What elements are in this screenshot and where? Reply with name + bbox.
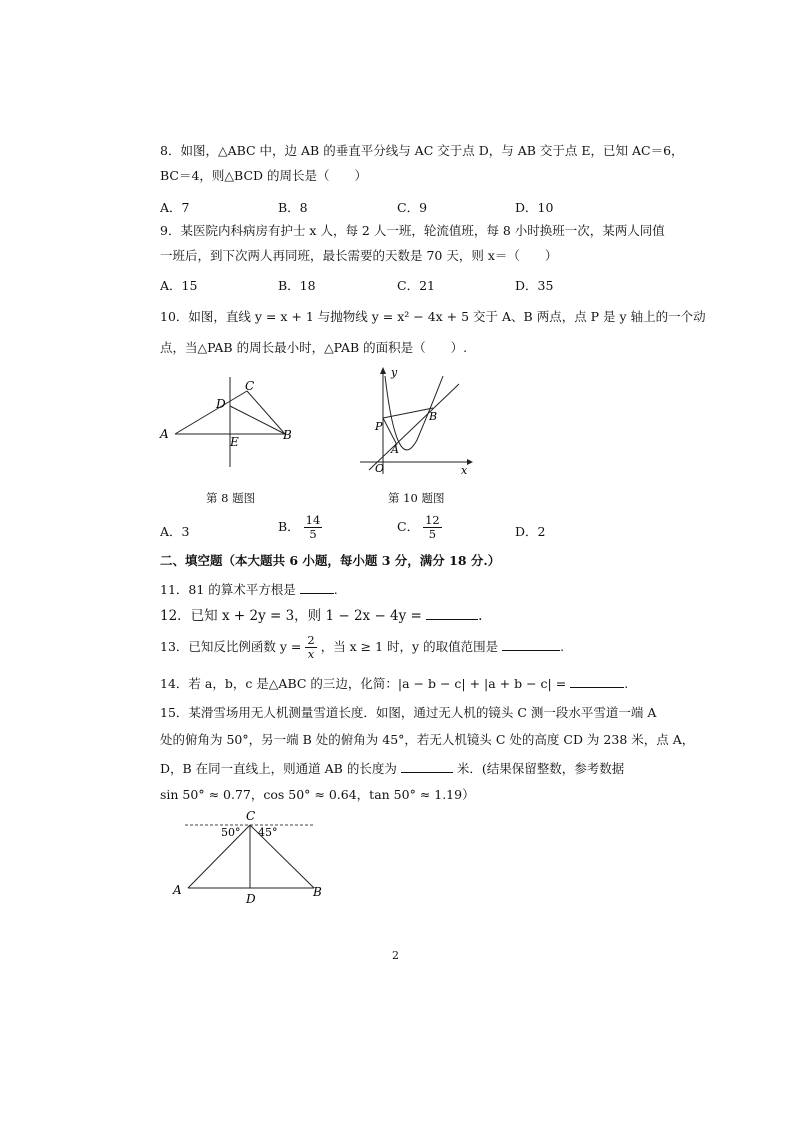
figure-q15 [170, 808, 330, 908]
q13-suffix: ，当 x ≥ 1 时，y 的取值范围是 [320, 639, 499, 654]
q10-line1: 10．如图，直线 y = x + 1 与抛物线 y = x² − 4x + 5 交于 A、B 两点，点 P 是 y 轴上的一个动 [160, 309, 706, 324]
q9-line1: 9．某医院内科病房有护士 x 人，每 2 人一班，轮流值班，每 8 小时换班一次，某两人同值 [160, 223, 665, 238]
q9-line2: 一班后，到下次两人再同班，最长需要的天数是 70 天，则 x＝（ ） [160, 248, 558, 263]
fig8-label-c: C [245, 379, 255, 393]
q10-option-b-fraction [304, 514, 323, 541]
q13-denominator: x [307, 647, 315, 661]
q10-option-d: D．2 [515, 524, 546, 539]
fig15-angle-50: 50° [221, 826, 241, 839]
q14-answer-blank[interactable] [570, 674, 624, 688]
q8-option-c: C．9 [397, 200, 428, 215]
q15-line3 [160, 759, 624, 777]
q14-end: . [624, 676, 629, 691]
q11-answer-blank[interactable] [300, 580, 334, 594]
q13-numerator: 2 [307, 633, 315, 647]
q12-answer-blank[interactable] [426, 606, 478, 620]
fig15-label-d: D [246, 892, 256, 906]
q10-option-c-denominator: 5 [428, 527, 437, 541]
fig15-label-b: B [313, 885, 322, 899]
q11 [160, 580, 338, 598]
fig10-label-a: A [391, 443, 399, 456]
figure-q8-caption: 第 8 题图 [206, 491, 256, 505]
section-heading-fill-blank: 二、填空题（本大题共 6 小题，每小题 3 分，满分 18 分.） [160, 553, 501, 568]
q10-option-b [278, 514, 322, 541]
q15-line4: sin 50° ≈ 0.77，cos 50° ≈ 0.64，tan 50° ≈ 1.19） [160, 787, 475, 802]
q13-end: . [560, 639, 565, 654]
fig10-label-y: y [391, 366, 398, 379]
q8-option-b: B．8 [278, 200, 308, 215]
q10-option-c-fraction [423, 514, 442, 541]
figure-q8 [155, 372, 305, 472]
q15-line1: 15．某滑雪场用无人机测量雪道长度．如图，通过无人机的镜头 C 测一段水平雪道一端 A [160, 705, 657, 720]
q10-option-a: A．3 [160, 524, 190, 539]
fig15-label-c: C [246, 809, 256, 823]
fig10-label-b: B [429, 410, 438, 423]
q13 [160, 632, 564, 662]
q10-option-c-prefix: C． [397, 519, 420, 534]
fig10-label-p: P [375, 420, 383, 433]
q10-option-c-numerator: 12 [425, 513, 440, 527]
q9-option-c: C．21 [397, 278, 435, 293]
q15-line3-b: 米．(结果保留整数，参考数据 [456, 761, 625, 776]
fig8-label-e: E [230, 435, 239, 449]
q9-option-d: D．35 [515, 278, 554, 293]
fig10-label-o: O [375, 462, 385, 475]
q12-text: 12．已知 x + 2y = 3，则 1 − 2x − 4y = [160, 608, 422, 624]
q13-fraction [305, 634, 316, 661]
fig8-label-a: A [160, 427, 169, 441]
fig15-angle-45: 45° [258, 826, 278, 839]
q8-option-d: D．10 [515, 200, 554, 215]
q8-option-a: A．7 [160, 200, 190, 215]
fig15-label-a: A [173, 883, 182, 897]
q14-text: 14．若 a，b，c 是△ABC 的三边，化简：|a − b − c| + |a + b − c| = [160, 676, 567, 691]
q15-answer-blank[interactable] [401, 759, 453, 773]
fig8-label-b: B [283, 428, 292, 442]
q8-line2: BC＝4，则△BCD 的周长是（ ） [160, 168, 368, 183]
q10-option-c [397, 514, 442, 541]
figure-q10-caption: 第 10 题图 [388, 491, 445, 505]
q11-end: . [333, 582, 338, 597]
q13-answer-blank[interactable] [502, 637, 560, 651]
q10-line2: 点，当△PAB 的周长最小时，△PAB 的面积是（ ）. [160, 340, 468, 355]
q9-option-a: A．15 [160, 278, 198, 293]
q12-end: . [478, 608, 483, 624]
q11-text: 11．81 的算术平方根是 [160, 582, 296, 597]
q10-option-b-numerator: 14 [305, 513, 321, 527]
q14 [160, 674, 628, 692]
q8-line1: 8．如图，△ABC 中，边 AB 的垂直平分线与 AC 交于点 D，与 AB 交于点 E，已知 AC＝6， [160, 143, 684, 158]
page-number: 2 [392, 949, 399, 962]
q15-line2: 处的俯角为 50°，另一端 B 处的俯角为 45°，若无人机镜头 C 处的高度 CD 为 238 米，点 A， [160, 732, 695, 747]
q12 [160, 606, 482, 624]
q9-option-b: B．18 [278, 278, 316, 293]
fig8-label-d: D [216, 397, 226, 411]
q10-option-b-denominator: 5 [309, 527, 317, 541]
q13-prefix: 13．已知反比例函数 y = [160, 639, 302, 654]
fig10-label-x: x [461, 464, 468, 477]
q10-option-b-prefix: B． [278, 519, 300, 534]
q15-line3-a: D，B 在同一直线上，则通道 AB 的长度为 [160, 761, 397, 776]
figure-q10 [355, 362, 475, 477]
